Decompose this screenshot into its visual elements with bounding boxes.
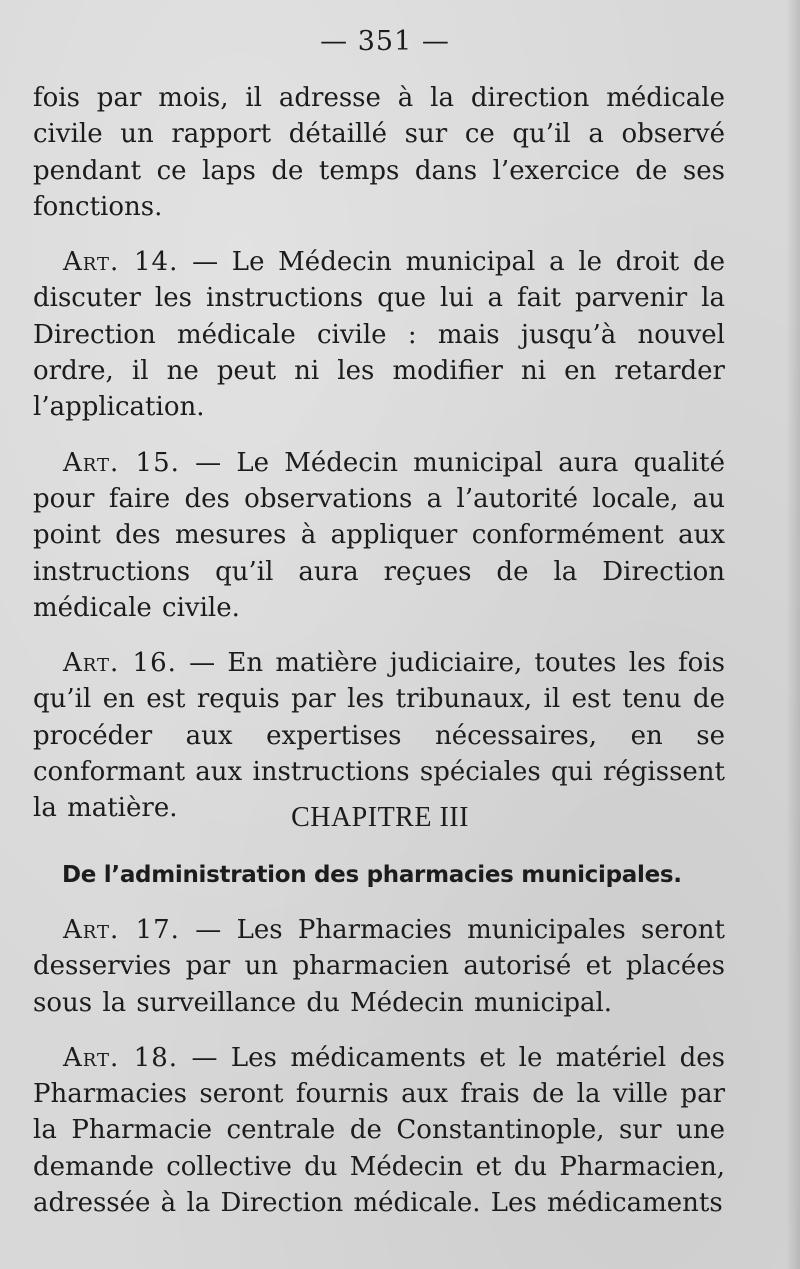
article-text: — Le Médecin municipal a le droit de discuter les instructions que lui a fait parvenir la Direction médicale civile : mais jusqu’à nouvel ordre, il ne peut ni les modifier ni en retarder l’application. xyxy=(33,247,725,423)
article-label: Art. 14. xyxy=(63,247,179,278)
article-text: — En matière judiciaire, toutes les fois qu’il en est requis par les tribunaux, il est tenu de procéder aux expertises nécessaires, en se conformant aux instructions spéciales qui régissent la matière. xyxy=(33,648,725,824)
article-14 xyxy=(33,244,725,425)
article-label: Art. 15. xyxy=(63,447,180,478)
article-15 xyxy=(33,445,725,626)
chapter-subtitle: De l’administration des pharmacies municipales. xyxy=(62,862,682,888)
article-label: Art. 17. xyxy=(63,915,180,945)
article-label: Art. 18. xyxy=(63,1042,179,1073)
paragraph-text: fois par mois, il adresse à la direction médicale civile un rapport détaillé sur ce qu’il a observé pendant ce laps de temps dans l’exercice de ses fonctions. xyxy=(33,83,725,222)
page-number: — 351 — xyxy=(320,26,450,57)
text-block-top xyxy=(33,80,725,846)
article-text: — Le Médecin municipal aura qualité pour faire des observations a l’autorité locale, au point des mesures à appliquer conformément aux instructions qu’il aura reçues de la Direction médicale civile. xyxy=(33,447,725,623)
article-text: — Les médicaments et le matériel des Pharmacies seront fournis aux frais de la ville par la Pharmacie centrale de Constantinople, sur une demande collective du Médecin et du Pharmacien, adressée à la Direction médicale. Les médicaments xyxy=(33,1042,725,1219)
article-label: Art. 16. xyxy=(63,648,177,679)
article-18 xyxy=(33,1040,725,1221)
chapter-title: CHAPITRE III xyxy=(291,802,469,833)
article-16 xyxy=(33,645,725,826)
text-block-bottom xyxy=(33,912,725,1240)
article-17 xyxy=(33,912,725,1021)
paragraph-continuation xyxy=(33,80,725,225)
article-text: — Les Pharmacies municipales seront desservies par un pharmacien autorisé et placées sous la surveillance du Médecin municipal. xyxy=(33,915,725,1018)
